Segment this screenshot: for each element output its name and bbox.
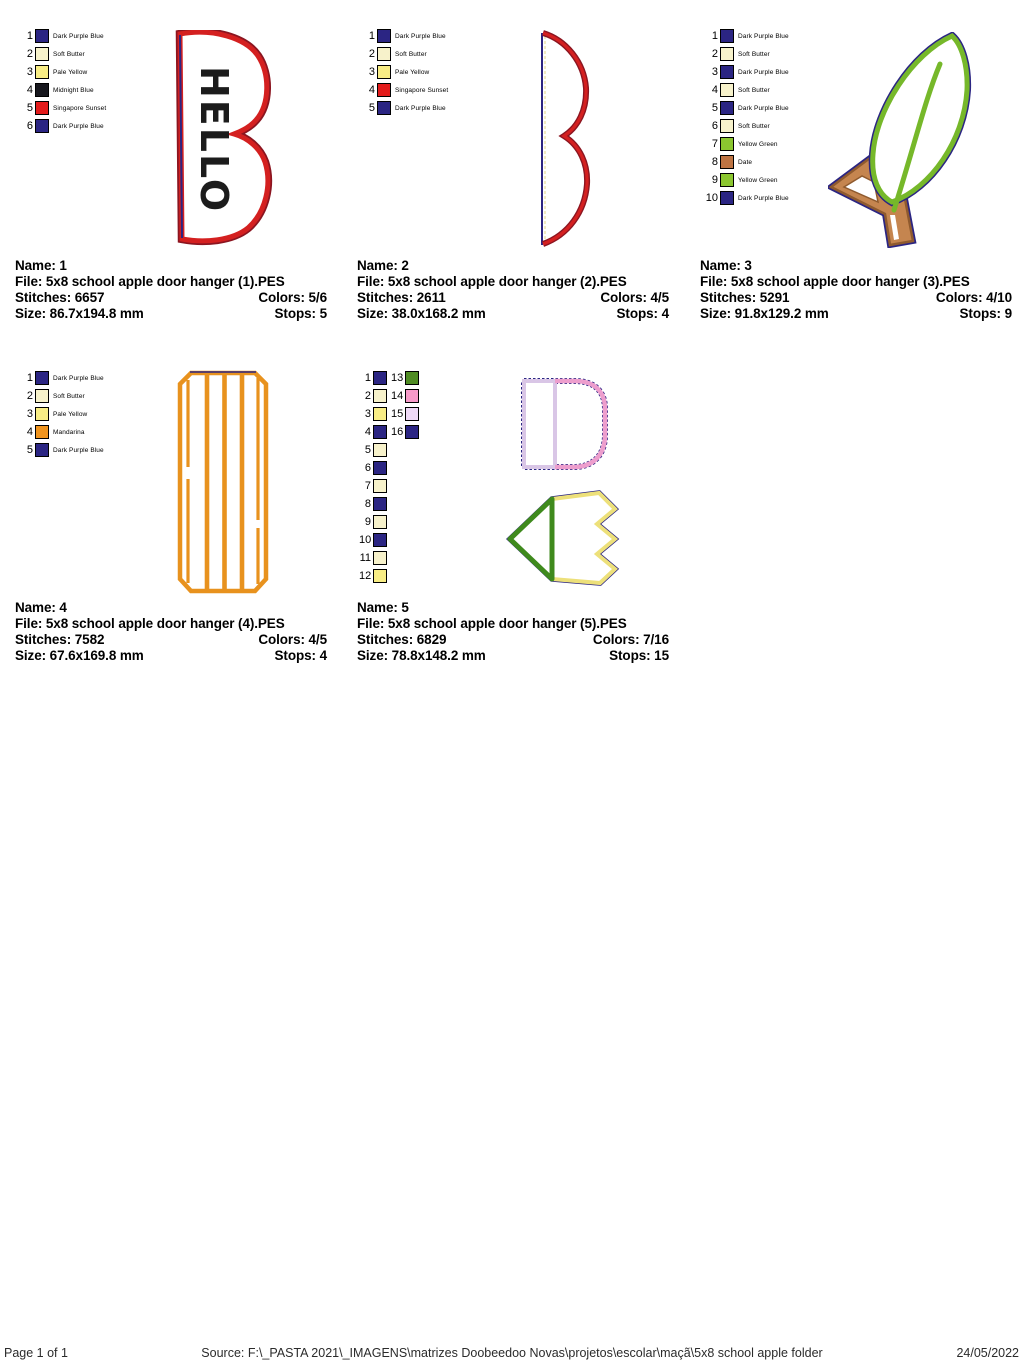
thread-item [359,567,391,585]
design-stops: Stops: 4 [616,306,669,321]
thread-item [391,387,423,405]
thread-swatch [35,425,49,439]
thread-swatch [377,83,391,97]
thread-label: Dark Purple Blue [53,446,104,454]
thread-swatch [405,371,419,385]
design-file: File: 5x8 school apple door hanger (4).PES [15,616,285,631]
thread-list-5 [359,369,423,586]
thread-number: 10 [359,533,372,546]
thread-swatch [35,47,49,61]
thread-swatch [377,101,391,115]
thread-swatch [377,29,391,43]
thread-swatch [373,371,387,385]
thread-item [359,477,391,495]
thread-number: 7 [364,479,371,492]
thread-number: 13 [391,371,404,384]
thread-swatch [373,497,387,511]
thread-swatch [373,515,387,529]
thread-label: Midnight Blue [53,86,94,94]
thread-item [702,189,789,207]
design-4-thumbnail-pencil-body [177,370,269,594]
thread-list-4 [17,369,104,459]
thread-item [17,441,104,459]
thread-list-1 [17,27,106,135]
design-1-thumbnail-half-apple [168,30,278,250]
design-stitches: Stitches: 5291 [700,290,790,305]
thread-item [17,405,104,423]
thread-label: Soft Butter [53,50,85,58]
source-path: Source: F:\_PASTA 2021\_IMAGENS\matrizes Doobeedoo Novas\projetos\escolar\maçã\5x8 school apple folder [201,1346,823,1360]
thread-label: Dark Purple Blue [395,32,446,40]
thread-item [359,531,391,549]
design-colors: Colors: 7/16 [592,632,669,647]
design-2-info [357,258,669,322]
thread-number: 3 [711,65,718,78]
thread-number: 3 [26,65,33,78]
thread-item [359,45,448,63]
design-file: File: 5x8 school apple door hanger (5).PES [357,616,627,631]
thread-swatch [373,551,387,565]
thread-swatch [720,47,734,61]
thread-item [359,405,391,423]
thread-label: Singapore Sunset [395,86,449,94]
design-colors: Colors: 4/5 [258,632,327,647]
thread-number: 1 [711,29,718,42]
thread-item [391,405,423,423]
thread-item [17,369,104,387]
thread-label: Date [738,158,753,166]
thread-swatch [720,83,734,97]
thread-label: Singapore Sunset [53,104,107,112]
thread-number: 4 [364,425,371,438]
thread-number: 9 [364,515,371,528]
thread-number: 4 [711,83,718,96]
design-file: File: 5x8 school apple door hanger (1).PES [15,274,285,289]
thread-label: Pale Yellow [53,410,88,418]
design-4-info [15,600,327,664]
thread-item [17,27,106,45]
design-card-3 [700,27,1012,327]
design-5-thumbnail-eraser-cap [519,376,611,474]
design-colors: Colors: 4/10 [935,290,1012,305]
thread-number: 7 [711,137,718,150]
thread-item [702,27,789,45]
thread-number: 14 [391,389,404,402]
print-date: 24/05/2022 [956,1346,1019,1360]
thread-number: 3 [368,65,375,78]
design-stops: Stops: 15 [609,648,669,663]
thread-item [17,117,106,135]
thread-item [702,171,789,189]
design-5-thumbnail-pencil-tip [506,488,620,588]
thread-item [359,423,391,441]
thread-swatch [373,443,387,457]
thread-item [359,369,391,387]
design-stitches: Stitches: 2611 [357,290,446,305]
thread-label: Dark Purple Blue [738,104,789,112]
thread-label: Yellow Green [738,176,778,184]
thread-swatch [720,137,734,151]
thread-swatch [720,65,734,79]
thread-swatch [405,389,419,403]
thread-number: 2 [26,389,33,402]
thread-swatch [373,533,387,547]
thread-item [17,81,106,99]
thread-item [17,63,106,81]
thread-swatch [720,173,734,187]
thread-list-2 [359,27,448,117]
thread-swatch [373,407,387,421]
thread-number: 1 [26,29,33,42]
design-name: Name: 1 [15,258,67,273]
thread-number: 5 [364,443,371,456]
design-stitches: Stitches: 7582 [15,632,105,647]
thread-item [359,387,391,405]
thread-number: 8 [711,155,718,168]
design-stitches: Stitches: 6829 [357,632,447,647]
thread-item [702,153,789,171]
thread-label: Mandarina [53,428,85,436]
design-stitches: Stitches: 6657 [15,290,105,305]
thread-item [17,99,106,117]
design-name: Name: 5 [357,600,409,615]
thread-label: Dark Purple Blue [53,122,104,130]
tip-point [510,499,552,579]
thread-item [702,117,789,135]
design-3-info [700,258,1012,322]
thread-item [17,387,104,405]
thread-swatch [720,119,734,133]
thread-number: 2 [711,47,718,60]
thread-swatch [373,389,387,403]
thread-swatch [720,101,734,115]
thread-swatch [377,47,391,61]
design-size: Size: 38.0x168.2 mm [357,306,486,321]
design-card-4 [15,369,327,669]
design-size: Size: 78.8x148.2 mm [357,648,486,663]
thread-item [702,81,789,99]
design-size: Size: 91.8x129.2 mm [700,306,829,321]
design-file: File: 5x8 school apple door hanger (2).PES [357,274,627,289]
thread-label: Dark Purple Blue [738,194,789,202]
thread-swatch [373,479,387,493]
thread-number: 5 [26,443,33,456]
thread-number: 10 [705,191,718,204]
thread-swatch [35,119,49,133]
thread-item [17,423,104,441]
thread-number: 5 [26,101,33,114]
thread-item [702,63,789,81]
thread-item [359,441,391,459]
thread-number: 5 [368,101,375,114]
design-colors: Colors: 5/6 [258,290,327,305]
thread-number: 15 [391,407,404,420]
design-2-thumbnail-apple-outline [534,30,596,248]
thread-item [359,459,391,477]
thread-swatch [373,569,387,583]
thread-label: Soft Butter [53,392,85,400]
thread-number: 11 [359,551,371,564]
design-5-info [357,600,669,664]
thread-number: 1 [368,29,375,42]
thread-swatch [720,29,734,43]
design-card-1 [15,27,327,327]
thread-swatch [35,407,49,421]
design-colors: Colors: 4/5 [600,290,669,305]
thread-swatch [405,425,419,439]
thread-number: 6 [364,461,371,474]
thread-swatch [720,155,734,169]
thread-item [391,369,423,387]
thread-item [359,63,448,81]
design-3-thumbnail-leaf [828,32,990,248]
thread-swatch [35,29,49,43]
thread-label: Dark Purple Blue [53,374,104,382]
thread-item [359,27,448,45]
thread-item [359,81,448,99]
hello-lettering: HELLO [192,66,236,214]
thread-swatch [35,389,49,403]
thread-swatch [35,371,49,385]
thread-label: Soft Butter [738,122,770,130]
thread-number: 2 [368,47,375,60]
page-number: Page 1 of 1 [4,1346,68,1360]
thread-item [359,513,391,531]
thread-label: Soft Butter [738,86,770,94]
design-size: Size: 67.6x169.8 mm [15,648,144,663]
thread-item [359,99,448,117]
thread-swatch [35,443,49,457]
design-card-5 [357,369,669,669]
thread-label: Dark Purple Blue [53,32,104,40]
thread-number: 4 [368,83,375,96]
design-name: Name: 4 [15,600,67,615]
thread-label: Dark Purple Blue [395,104,446,112]
thread-swatch [35,83,49,97]
thread-swatch [377,65,391,79]
thread-label: Dark Purple Blue [738,32,789,40]
thread-number: 5 [711,101,718,114]
thread-swatch [35,101,49,115]
thread-item [702,135,789,153]
apple-outline [543,33,587,244]
thread-label: Soft Butter [738,50,770,58]
design-stops: Stops: 4 [274,648,327,663]
thread-number: 1 [364,371,371,384]
thread-item [359,495,391,513]
thread-list-3 [702,27,789,207]
thread-item [359,549,391,567]
thread-number: 3 [364,407,371,420]
thread-label: Dark Purple Blue [738,68,789,76]
thread-number: 9 [711,173,718,186]
thread-number: 6 [711,119,718,132]
page-footer [0,1346,1024,1364]
thread-number: 8 [364,497,371,510]
thread-swatch [373,461,387,475]
cap-band [524,381,555,467]
thread-number: 12 [359,569,372,582]
thread-number: 1 [26,371,33,384]
thread-number: 2 [364,389,371,402]
thread-number: 3 [26,407,33,420]
design-stops: Stops: 5 [274,306,327,321]
thread-swatch [373,425,387,439]
design-1-info [15,258,327,322]
thread-number: 16 [391,425,404,438]
design-card-2 [357,27,669,327]
design-name: Name: 3 [700,258,752,273]
design-size: Size: 86.7x194.8 mm [15,306,144,321]
thread-swatch [720,191,734,205]
thread-number: 2 [26,47,33,60]
thread-swatch [405,407,419,421]
thread-label: Pale Yellow [395,68,430,76]
thread-item [17,45,106,63]
design-file: File: 5x8 school apple door hanger (3).PES [700,274,970,289]
thread-item [702,99,789,117]
thread-item [391,423,423,441]
thread-number: 4 [26,425,33,438]
design-stops: Stops: 9 [959,306,1012,321]
thread-number: 6 [26,119,33,132]
thread-label: Yellow Green [738,140,778,148]
thread-item [702,45,789,63]
thread-number: 4 [26,83,33,96]
thread-swatch [35,65,49,79]
design-name: Name: 2 [357,258,409,273]
thread-label: Soft Butter [395,50,427,58]
thread-label: Pale Yellow [53,68,88,76]
